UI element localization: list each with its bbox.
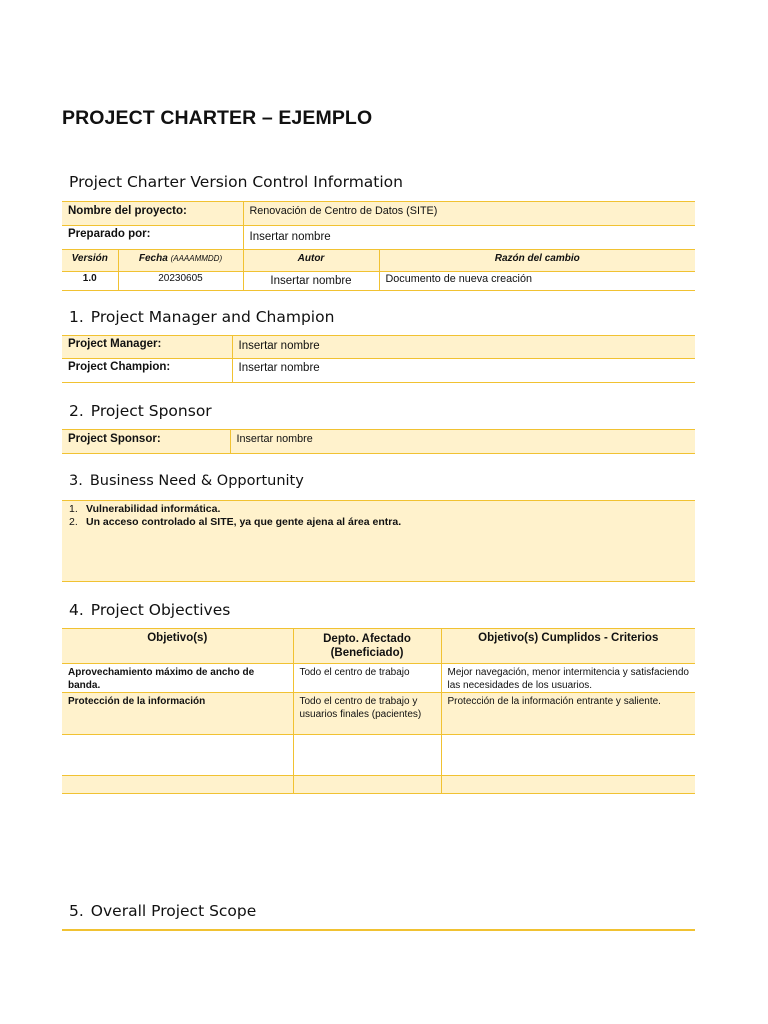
champion-row xyxy=(62,359,695,383)
version-value[interactable]: 1.0 xyxy=(62,272,118,291)
table-row xyxy=(62,735,695,776)
section-4-heading: 4. Project Objectives xyxy=(69,601,231,619)
objective-cell[interactable]: Aprovechamiento máximo de ancho de banda. xyxy=(62,664,293,693)
manager-table xyxy=(62,335,695,383)
objective-cell-empty[interactable] xyxy=(62,776,293,794)
col-reason-header: Razón del cambio xyxy=(379,250,695,272)
col-date-header: Fecha (AAAAMMDD) xyxy=(118,250,243,272)
dept-cell-empty[interactable] xyxy=(293,735,441,776)
prepared-by-label: Preparado por: xyxy=(62,226,243,250)
sponsor-label: Project Sponsor: xyxy=(62,430,230,454)
author-value[interactable]: Insertar nombre xyxy=(243,272,379,291)
champion-value[interactable]: Insertar nombre xyxy=(232,359,695,383)
business-need-list xyxy=(69,503,688,529)
dept-cell[interactable]: Todo el centro de trabajo y usuarios finales (pacientes) xyxy=(293,693,441,735)
business-need-table xyxy=(62,500,695,582)
criteria-cell-empty[interactable] xyxy=(441,735,695,776)
sponsor-row xyxy=(62,430,695,454)
col-author-header: Autor xyxy=(243,250,379,272)
prepared-by-row xyxy=(62,226,695,250)
col-dept-header: Depto. Afectado (Beneficiado) xyxy=(293,629,441,664)
list-item: 2. Un acceso controlado al SITE, ya que gente ajena al área entra. xyxy=(69,516,402,528)
list-item: 1. Vulnerabilidad informática. xyxy=(69,503,221,515)
section-1-heading: 1. Project Manager and Champion xyxy=(69,308,335,326)
version-row xyxy=(62,272,695,291)
project-name-label: Nombre del proyecto: xyxy=(62,202,243,226)
table-row xyxy=(62,776,695,794)
manager-value[interactable]: Insertar nombre xyxy=(232,336,695,359)
sponsor-table xyxy=(62,429,695,454)
section-3-heading: 3. Business Need & Opportunity xyxy=(69,473,304,489)
criteria-cell[interactable]: Protección de la información entrante y saliente. xyxy=(441,693,695,735)
col-objective-header: Objetivo(s) xyxy=(62,629,293,664)
reason-value[interactable]: Documento de nueva creación xyxy=(379,272,695,291)
version-header-row xyxy=(62,250,695,272)
objectives-table xyxy=(62,628,695,794)
project-name-row xyxy=(62,202,695,226)
dept-cell-empty[interactable] xyxy=(293,776,441,794)
prepared-by-value[interactable]: Insertar nombre xyxy=(243,226,695,250)
version-control-table xyxy=(62,201,695,291)
sponsor-value[interactable]: Insertar nombre xyxy=(230,430,695,454)
version-control-heading: Project Charter Version Control Information xyxy=(69,173,403,191)
project-name-value[interactable]: Renovación de Centro de Datos (SITE) xyxy=(243,202,695,226)
criteria-cell-empty[interactable] xyxy=(441,776,695,794)
objective-cell-empty[interactable] xyxy=(62,735,293,776)
col-version-header: Versión xyxy=(62,250,118,272)
criteria-cell[interactable]: Mejor navegación, menor intermitencia y satisfaciendo las necesidades de los usuarios. xyxy=(441,664,695,693)
manager-row xyxy=(62,336,695,359)
section-5-divider xyxy=(62,929,695,931)
section-2-heading: 2. Project Sponsor xyxy=(69,402,212,420)
table-row xyxy=(62,664,695,693)
section-5-heading: 5. Overall Project Scope xyxy=(69,902,257,920)
col-criteria-header: Objetivo(s) Cumplidos - Criterios xyxy=(441,629,695,664)
date-value[interactable]: 20230605 xyxy=(118,272,243,291)
champion-label: Project Champion: xyxy=(62,359,232,383)
objectives-header-row xyxy=(62,629,695,664)
table-row xyxy=(62,693,695,735)
dept-cell[interactable]: Todo el centro de trabajo xyxy=(293,664,441,693)
page-title: PROJECT CHARTER – EJEMPLO xyxy=(62,107,373,129)
manager-label: Project Manager: xyxy=(62,336,232,359)
objective-cell[interactable]: Protección de la información xyxy=(62,693,293,735)
business-need-box[interactable] xyxy=(62,501,695,582)
